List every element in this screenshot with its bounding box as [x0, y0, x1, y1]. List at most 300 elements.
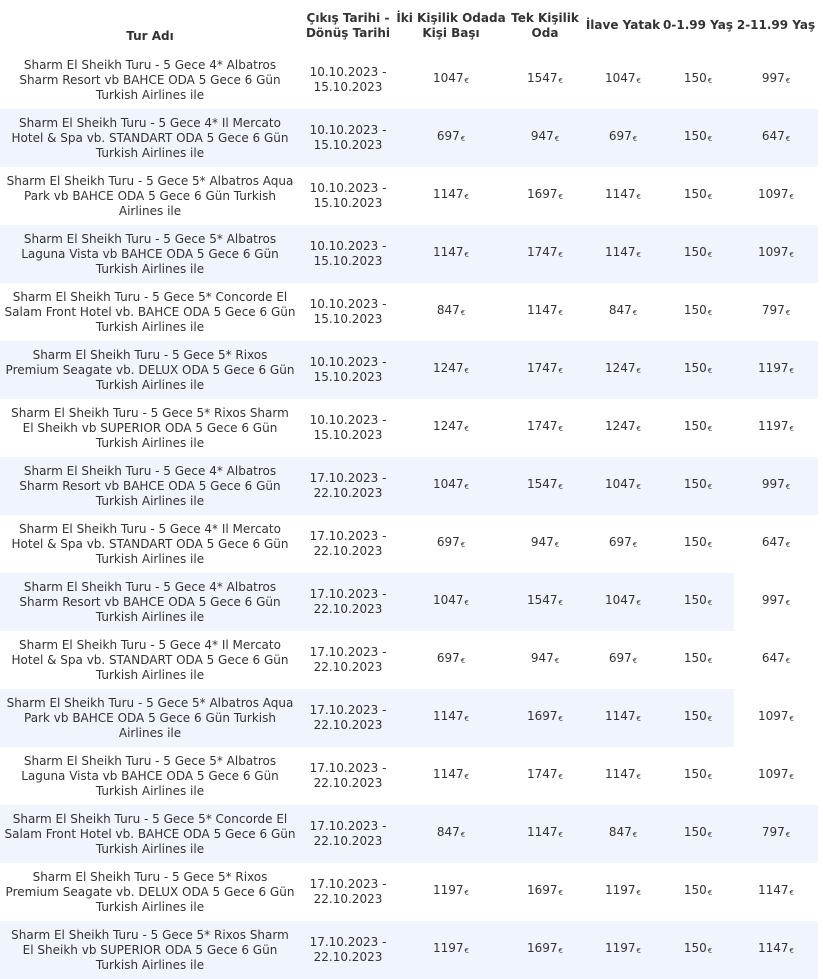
tour-name-cell-value: Sharm El Sheikh Turu - 5 Gece 4* Albatros Sharm Resort vb BAHCE ODA 5 Gece 6 Gün Turkish Airlines ile [19, 579, 281, 624]
double-room-price [396, 457, 506, 515]
child-0-1-price [662, 921, 734, 979]
dates-cell-value: 10.10.2023 - 15.10.2023 [309, 181, 387, 210]
currency-symbol: € [785, 541, 791, 549]
currency-symbol: € [464, 773, 469, 781]
currency-symbol: € [785, 77, 791, 85]
currency-symbol: € [558, 947, 563, 955]
currency-symbol: € [636, 773, 641, 781]
child-0-1-price [662, 689, 734, 747]
dates-cell [300, 747, 396, 805]
dates-cell-value: 10.10.2023 - 15.10.2023 [309, 123, 387, 152]
child-0-1-price-value: 150 [683, 129, 707, 143]
dates-cell-value: 17.10.2023 - 22.10.2023 [309, 645, 387, 674]
currency-symbol: € [789, 947, 794, 955]
tour-name-cell-value: Sharm El Sheikh Turu - 5 Gece 5* Albatros Aqua Park vb BAHCE ODA 5 Gece 6 Gün Turkish Airlines ile [6, 695, 294, 740]
tour-name-cell-value: Sharm El Sheikh Turu - 5 Gece 5* Albatros Aqua Park vb BAHCE ODA 5 Gece 6 Gün Turkish Airlines ile [6, 173, 294, 218]
tour-name-cell [0, 573, 300, 631]
tour-name-cell [0, 689, 300, 747]
currency-symbol: € [460, 657, 466, 665]
extra-bed-price [584, 515, 662, 573]
single-room-price [506, 51, 584, 109]
extra-bed-price-value: 1047 [604, 477, 636, 491]
child-2-11-price [734, 631, 818, 689]
tour-name-cell-value: Sharm El Sheikh Turu - 5 Gece 4* Albatros Sharm Resort vb BAHCE ODA 5 Gece 6 Gün Turkish Airlines ile [19, 463, 281, 508]
tour-name-cell-value: Sharm El Sheikh Turu - 5 Gece 5* Albatros Laguna Vista vb BAHCE ODA 5 Gece 6 Gün Turkish Airlines ile [21, 753, 279, 798]
currency-symbol: € [785, 135, 791, 143]
currency-symbol: € [636, 193, 641, 201]
double-room-price-value: 1047 [432, 477, 464, 491]
double-room-price [396, 167, 506, 225]
currency-symbol: € [464, 425, 469, 433]
dates-cell-value: 17.10.2023 - 22.10.2023 [309, 529, 387, 558]
single-room-price-value: 1697 [526, 883, 558, 897]
header-single-room: Tek Kişilik Oda [506, 0, 584, 51]
table-row [0, 341, 818, 399]
currency-symbol: € [707, 135, 713, 143]
child-0-1-price [662, 863, 734, 921]
tour-name-cell [0, 341, 300, 399]
child-2-11-price-value: 1097 [757, 709, 789, 723]
currency-symbol: € [460, 541, 466, 549]
table-row [0, 399, 818, 457]
tour-name-cell-value: Sharm El Sheikh Turu - 5 Gece 5* Rixos Premium Seagate vb. DELUX ODA 5 Gece 6 Gün Turkish Airlines ile [5, 869, 295, 914]
extra-bed-price [584, 399, 662, 457]
currency-symbol: € [789, 715, 794, 723]
currency-symbol: € [636, 77, 641, 85]
extra-bed-price [584, 225, 662, 283]
currency-symbol: € [636, 889, 641, 897]
currency-symbol: € [785, 483, 791, 491]
child-0-1-price [662, 399, 734, 457]
table-row [0, 747, 818, 805]
child-2-11-price [734, 573, 818, 631]
currency-symbol: € [558, 773, 563, 781]
dates-cell-value: 10.10.2023 - 15.10.2023 [309, 65, 387, 94]
currency-symbol: € [707, 831, 713, 839]
single-room-price [506, 341, 584, 399]
table-row [0, 167, 818, 225]
child-2-11-price-value: 797 [761, 303, 785, 317]
child-2-11-price-value: 1197 [757, 419, 789, 433]
child-0-1-price-value: 150 [683, 883, 707, 897]
tour-name-cell [0, 167, 300, 225]
currency-symbol: € [558, 599, 563, 607]
extra-bed-price-value: 1197 [604, 883, 636, 897]
extra-bed-price-value: 697 [608, 129, 632, 143]
header-tour-name: Tur Adı [0, 0, 300, 51]
single-room-price-value: 1747 [526, 245, 558, 259]
extra-bed-price [584, 573, 662, 631]
currency-symbol: € [464, 599, 469, 607]
child-0-1-price-value: 150 [683, 709, 707, 723]
dates-cell [300, 283, 396, 341]
single-room-price [506, 631, 584, 689]
dates-cell [300, 515, 396, 573]
child-0-1-price-value: 150 [683, 941, 707, 955]
currency-symbol: € [707, 541, 713, 549]
child-2-11-price [734, 747, 818, 805]
tour-name-cell [0, 863, 300, 921]
child-0-1-price-value: 150 [683, 535, 707, 549]
currency-symbol: € [707, 425, 713, 433]
single-room-price [506, 457, 584, 515]
child-2-11-price-value: 1097 [757, 187, 789, 201]
tour-name-cell-value: Sharm El Sheikh Turu - 5 Gece 5* Concorde El Salam Front Hotel vb. BAHCE ODA 5 Gece 6 Gün Turkish Airlines ile [4, 289, 296, 334]
currency-symbol: € [460, 831, 466, 839]
child-0-1-price [662, 515, 734, 573]
dates-cell [300, 51, 396, 109]
currency-symbol: € [558, 425, 563, 433]
dates-cell [300, 921, 396, 979]
extra-bed-price-value: 1147 [604, 187, 636, 201]
extra-bed-price-value: 1047 [604, 71, 636, 85]
child-0-1-price-value: 150 [683, 767, 707, 781]
extra-bed-price [584, 689, 662, 747]
currency-symbol: € [707, 889, 713, 897]
currency-symbol: € [464, 483, 469, 491]
single-room-price-value: 947 [530, 651, 554, 665]
table-row [0, 109, 818, 167]
tour-name-cell-value: Sharm El Sheikh Turu - 5 Gece 5* Rixos Sharm El Sheikh vb SUPERIOR ODA 5 Gece 6 Gün Turkish Airlines ile [11, 927, 289, 972]
currency-symbol: € [636, 715, 641, 723]
single-room-price [506, 805, 584, 863]
child-0-1-price-value: 150 [683, 477, 707, 491]
single-room-price-value: 1547 [526, 477, 558, 491]
double-room-price [396, 341, 506, 399]
table-row [0, 863, 818, 921]
double-room-price-value: 1147 [432, 187, 464, 201]
single-room-price [506, 921, 584, 979]
currency-symbol: € [554, 657, 560, 665]
extra-bed-price [584, 747, 662, 805]
child-2-11-price [734, 51, 818, 109]
currency-symbol: € [707, 309, 713, 317]
currency-symbol: € [707, 599, 713, 607]
tour-name-cell [0, 921, 300, 979]
single-room-price [506, 399, 584, 457]
dates-cell [300, 689, 396, 747]
child-0-1-price-value: 150 [683, 593, 707, 607]
table-row [0, 631, 818, 689]
child-0-1-price [662, 747, 734, 805]
currency-symbol: € [636, 947, 641, 955]
extra-bed-price [584, 805, 662, 863]
child-2-11-price [734, 457, 818, 515]
currency-symbol: € [558, 367, 563, 375]
currency-symbol: € [785, 657, 791, 665]
child-0-1-price-value: 150 [683, 361, 707, 375]
currency-symbol: € [558, 309, 563, 317]
table-row [0, 225, 818, 283]
table-header-row [0, 0, 818, 51]
header-double-room: İki Kişilik Odada Kişi Başı [396, 0, 506, 51]
extra-bed-price-value: 1147 [604, 767, 636, 781]
currency-symbol: € [558, 483, 563, 491]
double-room-price-value: 697 [436, 129, 460, 143]
extra-bed-price-value: 1047 [604, 593, 636, 607]
child-0-1-price-value: 150 [683, 419, 707, 433]
child-0-1-price [662, 631, 734, 689]
currency-symbol: € [789, 889, 794, 897]
single-room-price-value: 1147 [526, 303, 558, 317]
extra-bed-price [584, 283, 662, 341]
tour-name-cell [0, 747, 300, 805]
tour-name-cell [0, 515, 300, 573]
extra-bed-price-value: 847 [608, 303, 632, 317]
currency-symbol: € [707, 773, 713, 781]
currency-symbol: € [785, 309, 791, 317]
dates-cell [300, 805, 396, 863]
double-room-price [396, 921, 506, 979]
tour-name-cell-value: Sharm El Sheikh Turu - 5 Gece 4* Albatros Sharm Resort vb BAHCE ODA 5 Gece 6 Gün Turkish Airlines ile [19, 57, 281, 102]
currency-symbol: € [707, 251, 713, 259]
tour-name-cell [0, 631, 300, 689]
tour-name-cell-value: Sharm El Sheikh Turu - 5 Gece 5* Albatros Laguna Vista vb BAHCE ODA 5 Gece 6 Gün Turkish Airlines ile [21, 231, 279, 276]
tour-name-cell-value: Sharm El Sheikh Turu - 5 Gece 4* Il Mercato Hotel & Spa vb. STANDART ODA 5 Gece 6 Gün Turkish Airlines ile [11, 637, 289, 682]
currency-symbol: € [632, 309, 638, 317]
tour-name-cell [0, 399, 300, 457]
double-room-price-value: 1197 [432, 883, 464, 897]
currency-symbol: € [554, 135, 560, 143]
child-0-1-price [662, 805, 734, 863]
tour-name-cell [0, 457, 300, 515]
table-row [0, 51, 818, 109]
dates-cell [300, 399, 396, 457]
currency-symbol: € [785, 831, 791, 839]
currency-symbol: € [460, 309, 466, 317]
currency-symbol: € [464, 251, 469, 259]
extra-bed-price [584, 921, 662, 979]
single-room-price [506, 573, 584, 631]
dates-cell-value: 17.10.2023 - 22.10.2023 [309, 471, 387, 500]
currency-symbol: € [558, 715, 563, 723]
child-0-1-price-value: 150 [683, 825, 707, 839]
tour-name-cell-value: Sharm El Sheikh Turu - 5 Gece 5* Concorde El Salam Front Hotel vb. BAHCE ODA 5 Gece 6 Gün Turkish Airlines ile [4, 811, 296, 856]
dates-cell-value: 17.10.2023 - 22.10.2023 [309, 819, 387, 848]
dates-cell-value: 10.10.2023 - 15.10.2023 [309, 297, 387, 326]
double-room-price-value: 847 [436, 303, 460, 317]
currency-symbol: € [707, 715, 713, 723]
child-2-11-price-value: 1147 [757, 941, 789, 955]
child-2-11-price-value: 997 [761, 593, 785, 607]
currency-symbol: € [789, 425, 794, 433]
child-2-11-price [734, 167, 818, 225]
table-row [0, 515, 818, 573]
single-room-price [506, 167, 584, 225]
child-2-11-price-value: 1197 [757, 361, 789, 375]
child-2-11-price-value: 1147 [757, 883, 789, 897]
tour-name-cell-value: Sharm El Sheikh Turu - 5 Gece 5* Rixos Premium Seagate vb. DELUX ODA 5 Gece 6 Gün Turkish Airlines ile [5, 347, 295, 392]
table-row [0, 457, 818, 515]
child-2-11-price-value: 1097 [757, 767, 789, 781]
double-room-price-value: 1247 [432, 419, 464, 433]
currency-symbol: € [460, 135, 466, 143]
currency-symbol: € [707, 657, 713, 665]
double-room-price [396, 225, 506, 283]
child-2-11-price [734, 341, 818, 399]
double-room-price [396, 863, 506, 921]
table-row [0, 573, 818, 631]
dates-cell [300, 341, 396, 399]
currency-symbol: € [632, 657, 638, 665]
double-room-price [396, 747, 506, 805]
child-0-1-price-value: 150 [683, 245, 707, 259]
double-room-price [396, 573, 506, 631]
single-room-price [506, 863, 584, 921]
dates-cell-value: 17.10.2023 - 22.10.2023 [309, 587, 387, 616]
currency-symbol: € [789, 367, 794, 375]
header-child-0-1: 0-1.99 Yaş [662, 0, 734, 51]
extra-bed-price-value: 697 [608, 651, 632, 665]
child-0-1-price [662, 457, 734, 515]
single-room-price [506, 283, 584, 341]
table-row [0, 805, 818, 863]
child-2-11-price-value: 1097 [757, 245, 789, 259]
single-room-price [506, 689, 584, 747]
child-2-11-price-value: 997 [761, 71, 785, 85]
child-0-1-price [662, 573, 734, 631]
currency-symbol: € [464, 77, 469, 85]
currency-symbol: € [636, 599, 641, 607]
child-2-11-price [734, 863, 818, 921]
double-room-price-value: 1047 [432, 71, 464, 85]
extra-bed-price [584, 341, 662, 399]
tour-name-cell [0, 225, 300, 283]
currency-symbol: € [464, 715, 469, 723]
single-room-price-value: 1697 [526, 941, 558, 955]
currency-symbol: € [558, 251, 563, 259]
extra-bed-price [584, 631, 662, 689]
dates-cell [300, 167, 396, 225]
double-room-price [396, 109, 506, 167]
double-room-price-value: 847 [436, 825, 460, 839]
child-2-11-price [734, 921, 818, 979]
dates-cell [300, 863, 396, 921]
child-2-11-price-value: 997 [761, 477, 785, 491]
header-extra-bed: İlave Yatak [584, 0, 662, 51]
table-row [0, 283, 818, 341]
currency-symbol: € [789, 251, 794, 259]
child-2-11-price [734, 399, 818, 457]
currency-symbol: € [558, 193, 563, 201]
double-room-price-value: 1147 [432, 709, 464, 723]
currency-symbol: € [636, 367, 641, 375]
currency-symbol: € [464, 193, 469, 201]
dates-cell-value: 17.10.2023 - 22.10.2023 [309, 935, 387, 964]
currency-symbol: € [707, 193, 713, 201]
extra-bed-price [584, 109, 662, 167]
single-room-price-value: 1747 [526, 767, 558, 781]
dates-cell-value: 10.10.2023 - 15.10.2023 [309, 355, 387, 384]
extra-bed-price-value: 1247 [604, 419, 636, 433]
tour-name-cell [0, 109, 300, 167]
dates-cell-value: 10.10.2023 - 15.10.2023 [309, 413, 387, 442]
currency-symbol: € [707, 483, 713, 491]
child-0-1-price [662, 51, 734, 109]
tour-name-cell [0, 805, 300, 863]
extra-bed-price [584, 457, 662, 515]
double-room-price [396, 399, 506, 457]
single-room-price-value: 1547 [526, 71, 558, 85]
single-room-price [506, 515, 584, 573]
extra-bed-price [584, 167, 662, 225]
child-2-11-price-value: 647 [761, 651, 785, 665]
extra-bed-price-value: 847 [608, 825, 632, 839]
currency-symbol: € [789, 773, 794, 781]
tour-name-cell-value: Sharm El Sheikh Turu - 5 Gece 4* Il Mercato Hotel & Spa vb. STANDART ODA 5 Gece 6 Gün Turkish Airlines ile [11, 521, 289, 566]
child-0-1-price-value: 150 [683, 651, 707, 665]
currency-symbol: € [558, 831, 563, 839]
dates-cell [300, 457, 396, 515]
double-room-price [396, 689, 506, 747]
double-room-price-value: 1197 [432, 941, 464, 955]
currency-symbol: € [632, 135, 638, 143]
child-2-11-price [734, 225, 818, 283]
dates-cell [300, 573, 396, 631]
header-child-2-11: 2-11.99 Yaş [734, 0, 818, 51]
child-2-11-price-value: 647 [761, 129, 785, 143]
tour-name-cell-value: Sharm El Sheikh Turu - 5 Gece 5* Rixos Sharm El Sheikh vb SUPERIOR ODA 5 Gece 6 Gün Turkish Airlines ile [11, 405, 289, 450]
child-0-1-price [662, 167, 734, 225]
table-row [0, 689, 818, 747]
child-0-1-price [662, 283, 734, 341]
currency-symbol: € [558, 889, 563, 897]
currency-symbol: € [707, 77, 713, 85]
dates-cell [300, 109, 396, 167]
child-2-11-price [734, 515, 818, 573]
double-room-price-value: 1247 [432, 361, 464, 375]
currency-symbol: € [789, 193, 794, 201]
dates-cell-value: 17.10.2023 - 22.10.2023 [309, 877, 387, 906]
double-room-price-value: 1047 [432, 593, 464, 607]
child-2-11-price-value: 647 [761, 535, 785, 549]
table-row [0, 921, 818, 979]
child-2-11-price [734, 109, 818, 167]
child-0-1-price [662, 109, 734, 167]
extra-bed-price-value: 1247 [604, 361, 636, 375]
double-room-price [396, 515, 506, 573]
dates-cell [300, 225, 396, 283]
child-2-11-price-value: 797 [761, 825, 785, 839]
single-room-price-value: 1147 [526, 825, 558, 839]
single-room-price-value: 947 [530, 535, 554, 549]
double-room-price-value: 697 [436, 651, 460, 665]
currency-symbol: € [707, 367, 713, 375]
single-room-price [506, 747, 584, 805]
single-room-price-value: 947 [530, 129, 554, 143]
currency-symbol: € [636, 483, 641, 491]
dates-cell-value: 17.10.2023 - 22.10.2023 [309, 703, 387, 732]
currency-symbol: € [785, 599, 791, 607]
double-room-price [396, 283, 506, 341]
single-room-price-value: 1747 [526, 419, 558, 433]
child-0-1-price [662, 225, 734, 283]
child-0-1-price [662, 341, 734, 399]
single-room-price-value: 1697 [526, 187, 558, 201]
currency-symbol: € [636, 425, 641, 433]
dates-cell-value: 10.10.2023 - 15.10.2023 [309, 239, 387, 268]
double-room-price [396, 51, 506, 109]
extra-bed-price [584, 863, 662, 921]
currency-symbol: € [707, 947, 713, 955]
tour-name-cell [0, 283, 300, 341]
extra-bed-price-value: 1147 [604, 245, 636, 259]
currency-symbol: € [632, 831, 638, 839]
extra-bed-price-value: 1197 [604, 941, 636, 955]
child-2-11-price [734, 689, 818, 747]
single-room-price-value: 1747 [526, 361, 558, 375]
double-room-price-value: 1147 [432, 767, 464, 781]
